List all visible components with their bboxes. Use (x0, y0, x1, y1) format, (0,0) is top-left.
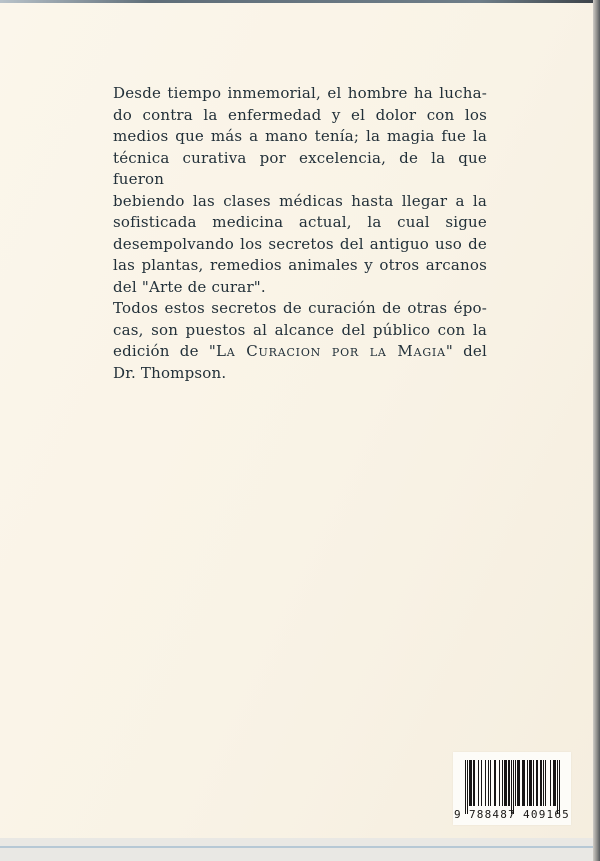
blurb-text (113, 83, 487, 384)
blurb-title-suffix: " del (445, 342, 487, 360)
barcode-number (454, 807, 570, 822)
book-cover-page (0, 3, 593, 838)
scan-right-edge (593, 0, 600, 861)
blurb-closing-line: Dr. Thompson. (113, 363, 227, 382)
blurb-line: medios que más a mano tenía; la magia fue la (113, 127, 487, 145)
blurb-line-book-title (113, 341, 487, 363)
blurb-line: desempolvando los secretos del antiguo uso de (113, 234, 487, 253)
blurb-line: técnica curativa por excelencia, de la que fueron (113, 148, 487, 188)
blurb-line-paragraph-end: del "Arte de curar". (113, 277, 266, 296)
scan-bottom-strip (0, 838, 593, 861)
blurb-line: las plantas, remedios animales y otros arcanos (113, 256, 487, 274)
barcode-digit-first: 9 (454, 808, 462, 821)
barcode-bars (465, 760, 560, 814)
scan-top-edge (0, 0, 600, 3)
blurb-line: cas, son puestos al alcance del público con la (113, 320, 487, 339)
scan-bottom-line (0, 846, 593, 848)
blurb-line: sofisticada medicina actual, la cual sigue (113, 213, 487, 231)
barcode (453, 752, 571, 825)
book-title-smallcaps: La Curacion por la Magia (215, 342, 446, 360)
blurb-line: do contra la enfermedad y el dolor con los (113, 105, 487, 124)
blurb-line: Todos estos secretos de curación de otras épo- (113, 299, 487, 317)
blurb-line: bebiendo las clases médicas hasta llegar a la (113, 191, 487, 210)
blurb-title-prefix: edición de " (113, 342, 216, 360)
barcode-digits-right: 409165 (523, 808, 570, 821)
blurb-line: Desde tiempo inmemorial, el hombre ha lucha- (113, 84, 487, 102)
barcode-digits-left: 788487 (468, 808, 516, 821)
